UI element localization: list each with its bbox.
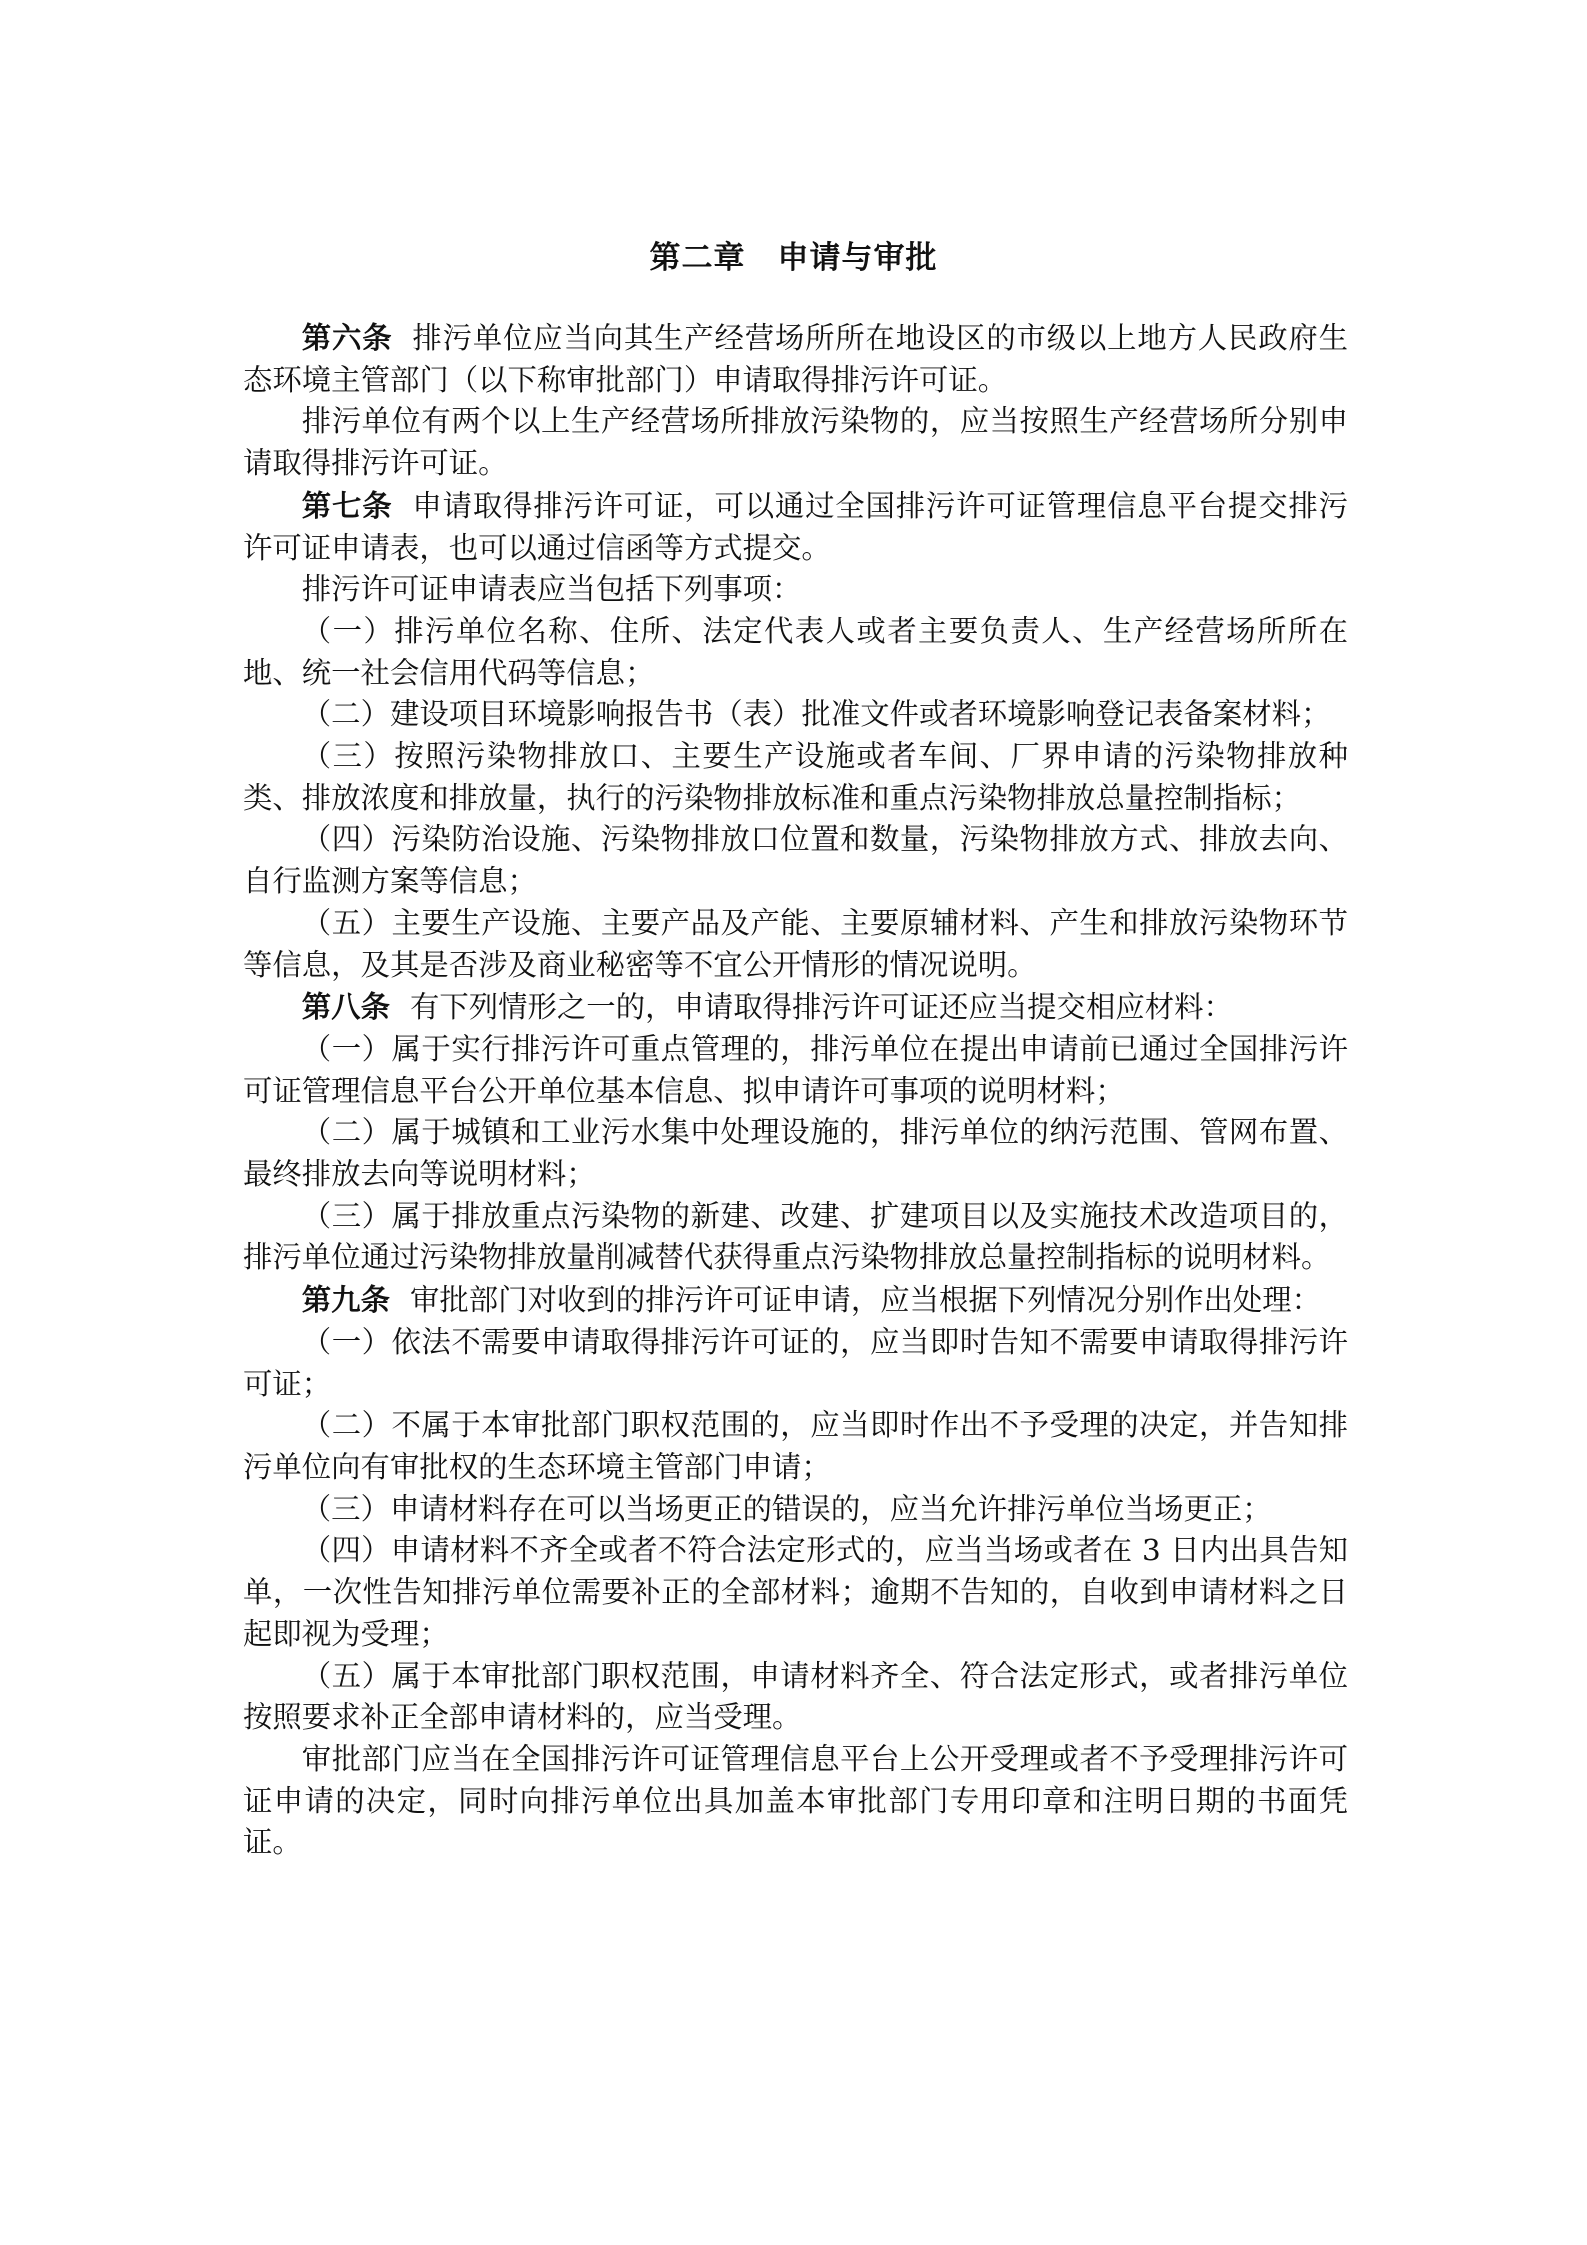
article-9-item-2: （二）不属于本审批部门职权范围的，应当即时作出不予受理的决定，并告知排污单位向有审批权的生态环境主管部门申请； xyxy=(243,1408,1348,1484)
article-9-paragraph-1 xyxy=(243,1279,1348,1322)
article-8-item-2: （二）属于城镇和工业污水集中处理设施的，排污单位的纳污范围、管网布置、最终排放去向等说明材料； xyxy=(243,1115,1348,1192)
document-body xyxy=(243,317,1348,1864)
article-6-paragraph-2: 排污单位有两个以上生产经营场所排放污染物的，应当按照生产经营场所分别申请取得排污许可证。 xyxy=(243,404,1348,481)
article-9-text-1: 审批部门对收到的排污许可证申请，应当根据下列情况分别作出处理： xyxy=(409,1283,1322,1318)
article-7-paragraph-2: 排污许可证申请表应当包括下列事项： xyxy=(301,572,802,607)
article-8-text-1: 有下列情形之一的，申请取得排污许可证还应当提交相应材料： xyxy=(409,990,1233,1025)
article-7-text-1: 申请取得排污许可证，可以通过全国排污许可证管理信息平台提交排污许可证申请表，也可以通过信函等方式提交。 xyxy=(243,488,1349,565)
article-8-paragraph-1 xyxy=(243,986,1348,1029)
article-9-heading: 第九条 xyxy=(301,1282,390,1318)
article-7-item-1: （一）排污单位名称、住所、法定代表人或者主要负责人、生产经营场所所在地、统一社会信用代码等信息； xyxy=(243,613,1348,690)
article-7-paragraph-1 xyxy=(243,485,1348,569)
article-7-item-2: （二）建设项目环境影响报告书（表）批准文件或者环境影响登记表备案材料； xyxy=(301,697,1331,732)
article-6-paragraph-1 xyxy=(243,317,1348,401)
article-7-item-5: （五）主要生产设施、主要产品及产能、主要原辅材料、产生和排放污染物环节等信息，及其是否涉及商业秘密等不宜公开情形的情况说明。 xyxy=(243,905,1348,982)
article-9-item-3: （三）申请材料存在可以当场更正的错误的，应当允许排污单位当场更正； xyxy=(301,1491,1272,1526)
article-8-item-3: （三）属于排放重点污染物的新建、改建、扩建项目以及实施技术改造项目的，排污单位通过污染物排放量削减替代获得重点污染物排放总量控制指标的说明材料。 xyxy=(243,1198,1348,1275)
article-7-heading: 第七条 xyxy=(301,487,393,523)
article-9-paragraph-final: 审批部门应当在全国排污许可证管理信息平台上公开受理或者不予受理排污许可证申请的决定，同时向排污单位出具加盖本审批部门专用印章和注明日期的书面凭证。 xyxy=(243,1741,1348,1860)
article-6-text-1: 排污单位应当向其生产经营场所所在地设区的市级以上地方人民政府生态环境主管部门（以下称审批部门）申请取得排污许可证。 xyxy=(243,321,1349,397)
article-9-item-4: （四）申请材料不齐全或者不符合法定形式的，应当当场或者在 3 日内出具告知单，一次性告知排污单位需要补正的全部材料；逾期不告知的，自收到申请材料之日起即视为受理； xyxy=(243,1533,1348,1651)
article-7-item-3: （三）按照污染物排放口、主要生产设施或者车间、厂界申请的污染物排放种类、排放浓度和排放量，执行的污染物排放标准和重点污染物排放总量控制指标； xyxy=(243,739,1348,815)
article-6-heading: 第六条 xyxy=(301,320,393,355)
article-9-item-1: （一）依法不需要申请取得排污许可证的，应当即时告知不需要申请取得排污许可证； xyxy=(243,1324,1348,1401)
article-7-item-4: （四）污染防治设施、污染物排放口位置和数量，污染物排放方式、排放去向、自行监测方案等信息； xyxy=(243,822,1348,899)
article-9-item-5: （五）属于本审批部门职权范围，申请材料齐全、符合法定形式，或者排污单位按照要求补正全部申请材料的，应当受理。 xyxy=(243,1658,1348,1735)
chapter-title: 第二章 申请与审批 xyxy=(649,240,938,276)
article-8-heading: 第八条 xyxy=(301,989,390,1025)
article-8-item-1: （一）属于实行排污许可重点管理的，排污单位在提出申请前已通过全国排污许可证管理信息平台公开单位基本信息、拟申请许可事项的说明材料； xyxy=(243,1031,1348,1108)
